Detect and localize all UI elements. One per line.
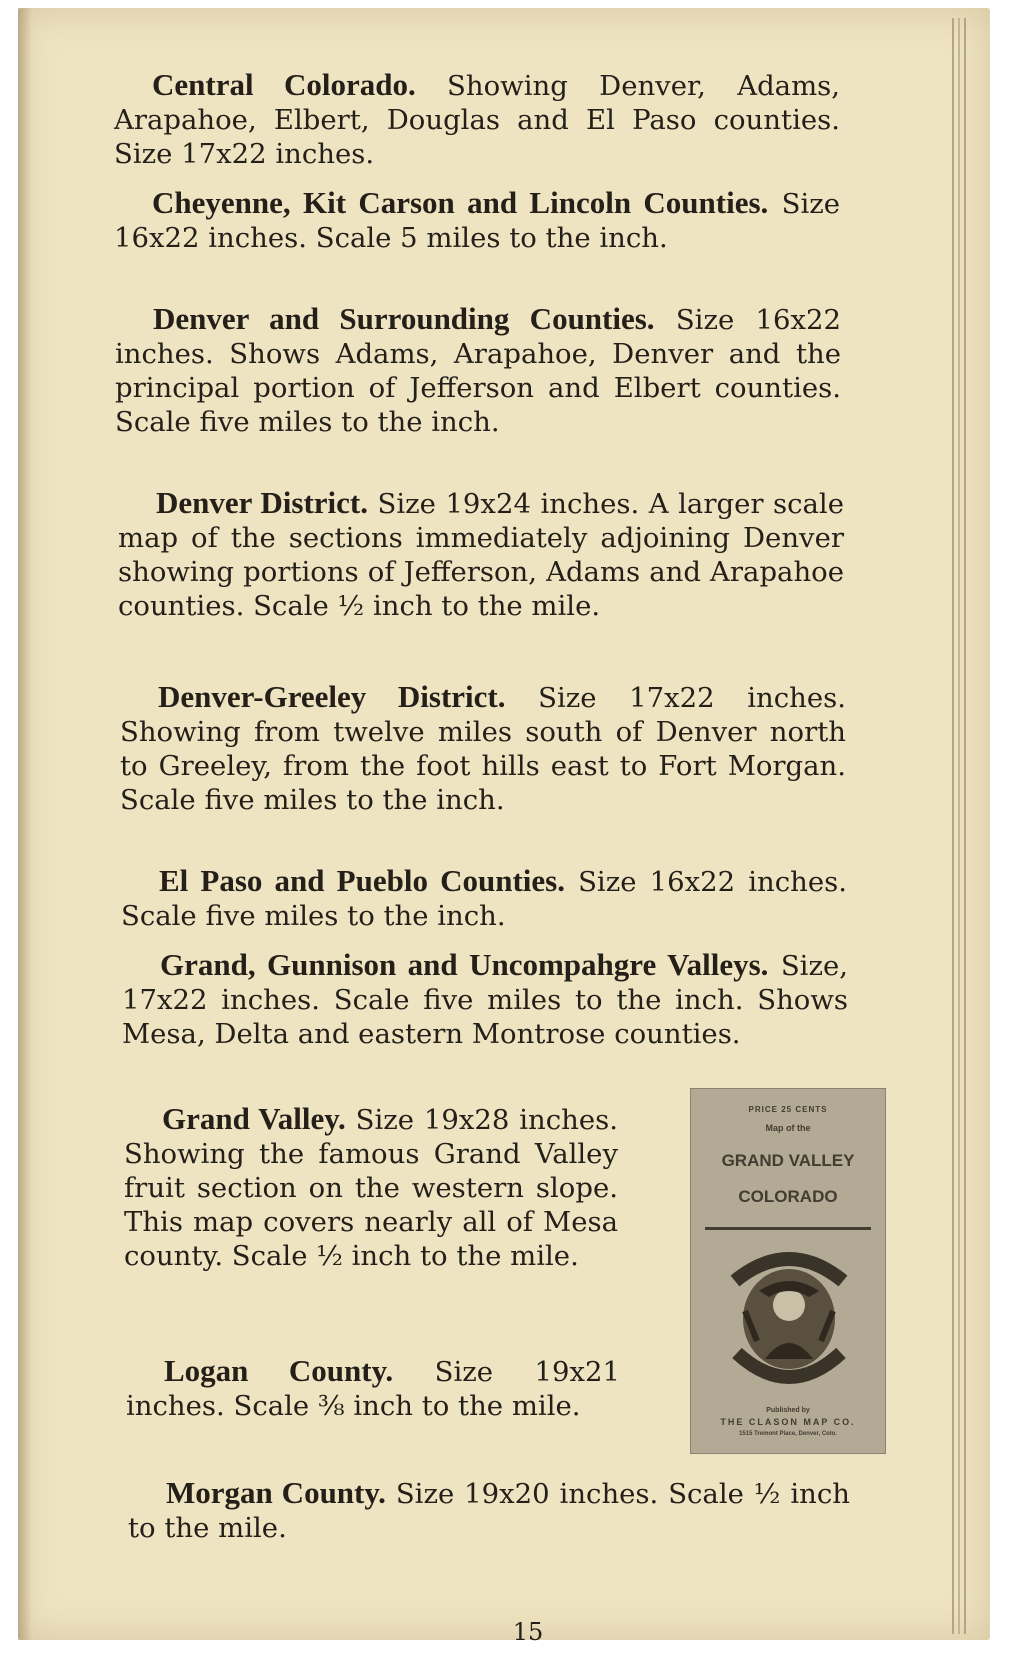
entry-title: Central Colorado. xyxy=(152,67,416,102)
map-entry-denver-surrounding xyxy=(115,302,841,439)
map-entry-denver-district xyxy=(118,486,844,623)
map-entry-denver-greeley xyxy=(120,680,846,817)
map-entry-el-paso-pueblo xyxy=(121,864,847,933)
entry-title: Denver-Greeley District. xyxy=(158,679,506,714)
entry-title: Logan County. xyxy=(164,1353,394,1388)
page-edge-line xyxy=(952,18,954,1634)
entry-text: Showing Denver, Adams, Arapahoe, Elbert, Douglas and El Paso counties. Size 17x22 inches. xyxy=(114,70,840,170)
entry-title: Cheyenne, Kit Carson and Lincoln Counties. xyxy=(152,185,769,220)
map-entry-central-colorado xyxy=(114,68,840,171)
map-cover-illustration xyxy=(690,1088,886,1454)
entry-title: Grand Valley. xyxy=(162,1101,346,1136)
map-entry-grand-valley xyxy=(124,1102,618,1273)
page-number: 15 xyxy=(512,1618,544,1646)
entry-text: Size 16x22 inches. Scale five miles to the inch. xyxy=(121,866,847,932)
book-page xyxy=(18,8,990,1646)
entry-text: Size 16x22 inches. Shows Adams, Arapahoe, Denver and the principal portion of Jefferson and Elbert counties. Scale five miles to the inch. xyxy=(115,304,841,438)
cover-published-by: Published by xyxy=(766,1407,810,1414)
page-edge-line xyxy=(964,18,966,1634)
map-entry-logan-county xyxy=(126,1354,620,1423)
cowboy-emblem-icon xyxy=(725,1241,853,1401)
entry-text: Size 17x22 inches. Showing from twelve miles south of Denver north to Greeley, from the foot hills east to Fort Morgan. Scale five miles to the inch. xyxy=(120,682,846,816)
entry-title: Denver District. xyxy=(156,485,368,520)
map-entry-morgan-county xyxy=(128,1476,850,1545)
cover-divider xyxy=(705,1227,871,1230)
page-edge-line xyxy=(958,18,960,1634)
entry-text: Size 19x20 inches. Scale ½ inch to the mile. xyxy=(128,1478,850,1544)
entry-text: Size 16x22 inches. Scale 5 miles to the inch. xyxy=(114,188,840,254)
map-entry-cheyenne xyxy=(114,186,840,255)
entry-title: El Paso and Pueblo Counties. xyxy=(159,863,565,898)
entry-title: Grand, Gunnison and Uncompahgre Valleys. xyxy=(160,947,769,982)
entry-text: Size, 17x22 inches. Scale five miles to the inch. Shows Mesa, Delta and eastern Montrose counties. xyxy=(122,950,848,1050)
map-entry-grand-gunnison xyxy=(122,948,848,1051)
cover-title-line1: GRAND VALLEY xyxy=(721,1151,855,1170)
cover-map-of: Map of the xyxy=(765,1123,811,1133)
entry-text: Size 19x21 inches. Scale ⅜ inch to the mile. xyxy=(126,1356,620,1422)
cover-address: 1515 Tremont Place, Denver, Colo. xyxy=(739,1431,837,1437)
cover-publisher: THE CLASON MAP CO. xyxy=(720,1417,856,1427)
page-binding-shadow xyxy=(18,8,32,1640)
entry-text: Size 19x24 inches. A larger scale map of the sections immediately adjoining Denver showing portions of Jefferson, Adams and Arapahoe counties. Scale ½ inch to the mile. xyxy=(118,488,844,622)
entry-text: Size 19x28 inches. Showing the famous Grand Valley fruit section on the western slope. This map covers nearly all of Mesa county. Scale ½ inch to the mile. xyxy=(124,1104,619,1272)
cover-price: PRICE 25 CENTS xyxy=(748,1105,828,1114)
entry-title: Denver and Surrounding Counties. xyxy=(153,301,655,336)
entry-title: Morgan County. xyxy=(166,1475,386,1510)
cover-title-line2: COLORADO xyxy=(738,1187,838,1206)
